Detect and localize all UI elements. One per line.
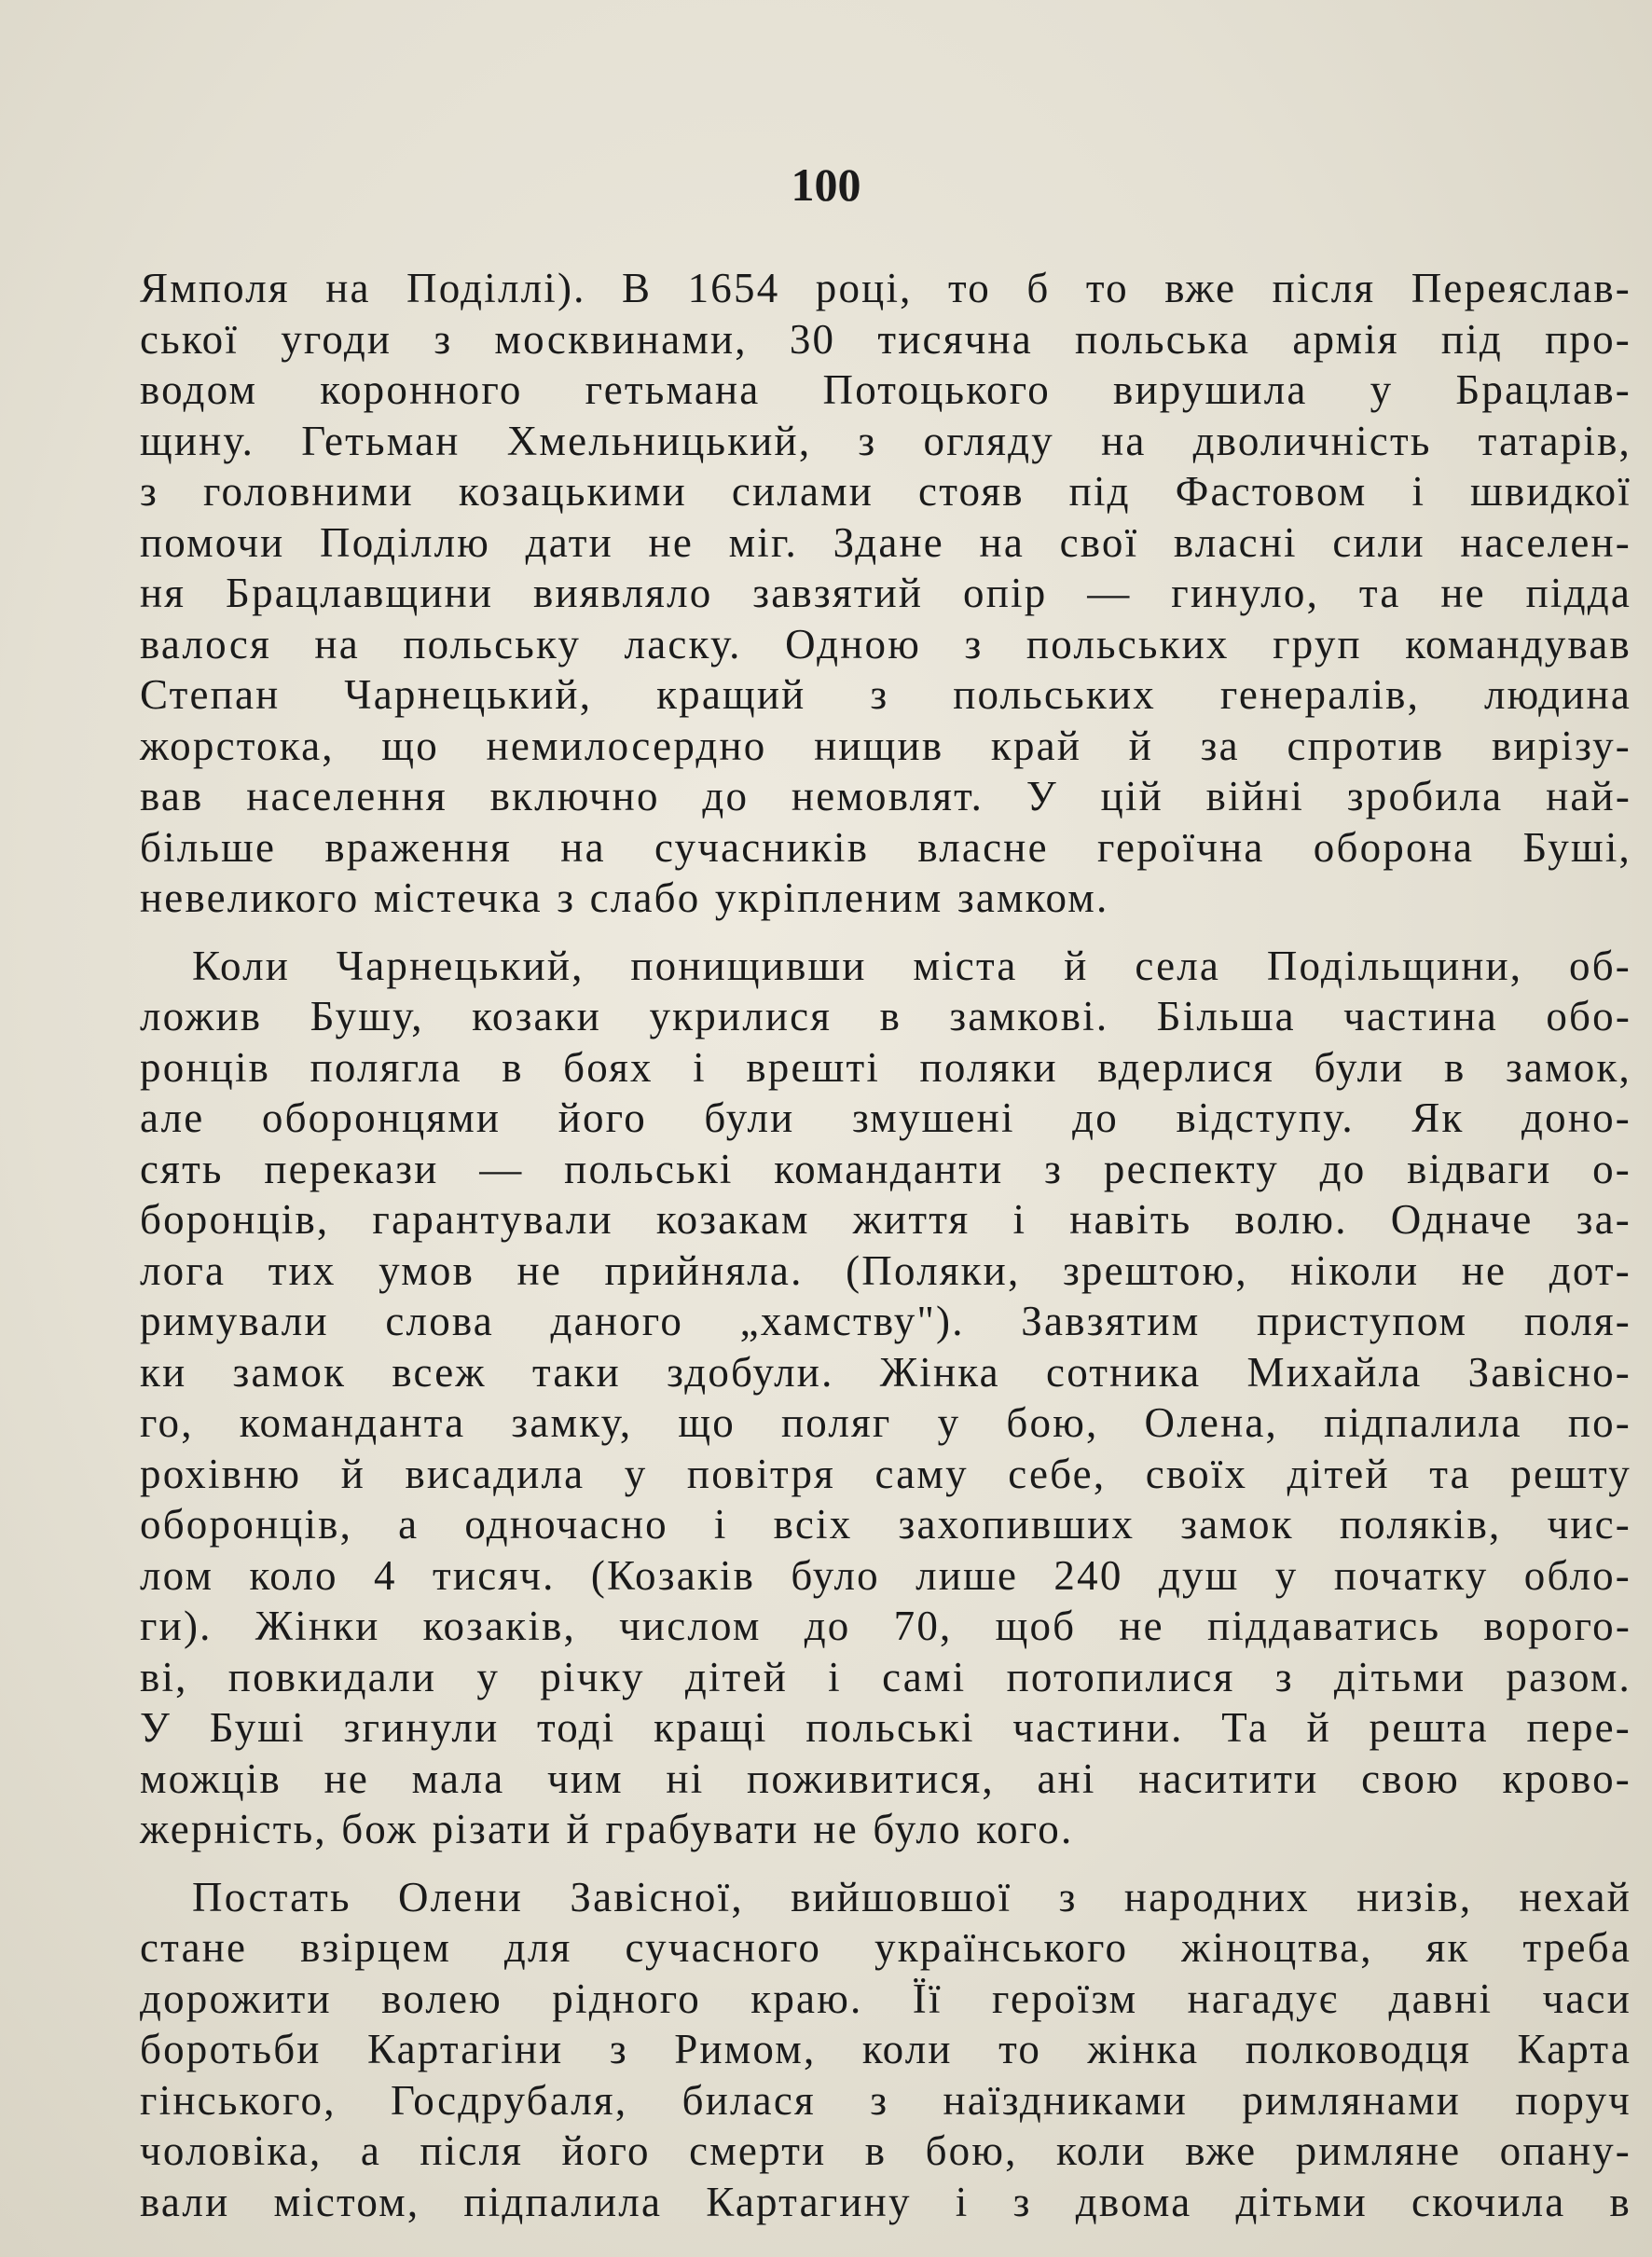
- text-line: вав населення включно до немовлят. У цій війні зробила най-: [140, 773, 1631, 819]
- text-line: ложив Бушу, козаки укрилися в замкові. Більша частина обо-: [140, 993, 1631, 1039]
- text-line: ської угоди з москвинами, 30 тисячна польська армія під про-: [140, 315, 1631, 363]
- text-line: ги). Жінки козаків, числом до 70, щоб не піддаватись ворого-: [140, 1603, 1631, 1649]
- text-line: боронців, гарантували козакам життя і навіть волю. Одначе за-: [140, 1196, 1631, 1243]
- text-line: більше враження на сучасників власне героїчна оборона Буші,: [140, 823, 1631, 871]
- text-line: ронців полягла в боях і врешті поляки вдерлися були в замок,: [140, 1043, 1631, 1091]
- text-line: римували слова даного „хамству"). Завзятим приступом поля-: [140, 1298, 1631, 1344]
- text-line: лом коло 4 тисяч. (Козаків було лише 240 душ у початку обло-: [140, 1551, 1631, 1599]
- paragraph-3: [140, 1872, 1631, 2228]
- text-line: рохівню й висадила у повітря саму себе, своїх дітей та решту: [140, 1450, 1631, 1497]
- paragraph-gap: [140, 924, 1631, 941]
- text-line: помочи Поділлю дати не міг. Здане на свої власні сили населен-: [140, 518, 1631, 566]
- text-line: Постать Олени Завісної, вийшовшої з народних низів, нехай: [192, 1873, 1631, 1920]
- paragraph-2: [140, 941, 1631, 1855]
- text-line: невеликого містечка з слабо укріпленим замком.: [140, 874, 1109, 921]
- text-line: можців не мала чим ні поживитися, ані наситити свою крово-: [140, 1755, 1631, 1802]
- text-line: вали містом, підпалила Картагину і з двома дітьми скочила в: [140, 2178, 1631, 2225]
- text-line: жерність, бож різати й грабувати не було кого.: [140, 1806, 1074, 1852]
- text-line: але оборонцями його були змушені до відступу. Як доно-: [140, 1094, 1631, 1141]
- text-line: Коли Чарнецький, понищивши міста й села Подільщини, об-: [192, 942, 1631, 989]
- text-line: У Буші згинули тоді кращі польські частини. Та й решта пере-: [140, 1704, 1631, 1751]
- body-text: [140, 263, 1631, 2227]
- text-line: з головними козацькими силами стояв під Фастовом і швидкої: [140, 468, 1631, 515]
- text-line: валося на польську ласку. Одною з польських груп командував: [140, 620, 1631, 667]
- text-line: Степан Чарнецький, кращий з польських генералів, людина: [140, 671, 1631, 718]
- text-line: щину. Гетьман Хмельницький, з огляду на дволичність татарів,: [140, 417, 1631, 464]
- text-line: лога тих умов не прийняла. (Поляки, зрештою, ніколи не дот-: [140, 1246, 1631, 1294]
- text-line: го, команданта замку, що поляг у бою, Олена, підпалила по-: [140, 1399, 1631, 1446]
- text-line: боротьби Картагіни з Римом, коли то жінка полководця Карта: [140, 2026, 1631, 2072]
- page-number: 100: [791, 158, 861, 211]
- text-line: дорожити волею рідного краю. Її героїзм нагадує давні часи: [140, 1975, 1631, 2022]
- paragraph-1: [140, 263, 1631, 924]
- text-line: ві, повкидали у річку дітей і самі потопилися з дітьми разом.: [140, 1653, 1631, 1700]
- text-line: жорстока, що немилосердно нищив край й за спротив вирізу-: [140, 722, 1631, 769]
- paragraph-gap: [140, 1855, 1631, 1872]
- text-line: водом коронного гетьмана Потоцького вирушила у Брацлав-: [140, 366, 1631, 413]
- text-line: гінського, Госдрубаля, билася з наїздниками римлянами поруч: [140, 2076, 1631, 2124]
- text-line: сять перекази — польські команданти з респекту до відваги о-: [140, 1145, 1631, 1192]
- text-line: оборонців, а одночасно і всіх захопивших замок поляків, чис-: [140, 1501, 1631, 1548]
- text-line: чоловіка, а після його смерти в бою, коли вже римляне опану-: [140, 2127, 1631, 2174]
- text-line: Ямполя на Поділлі). В 1654 році, то б то вже після Переяслав-: [140, 265, 1631, 311]
- text-line: стане взірцем для сучасного українського жіноцтва, як треба: [140, 1924, 1631, 1971]
- text-line: ки замок всеж таки здобули. Жінка сотника Михайла Завісно-: [140, 1348, 1631, 1396]
- text-line: ня Брацлавщини виявляло завзятий опір — гинуло, та не підда: [140, 570, 1631, 616]
